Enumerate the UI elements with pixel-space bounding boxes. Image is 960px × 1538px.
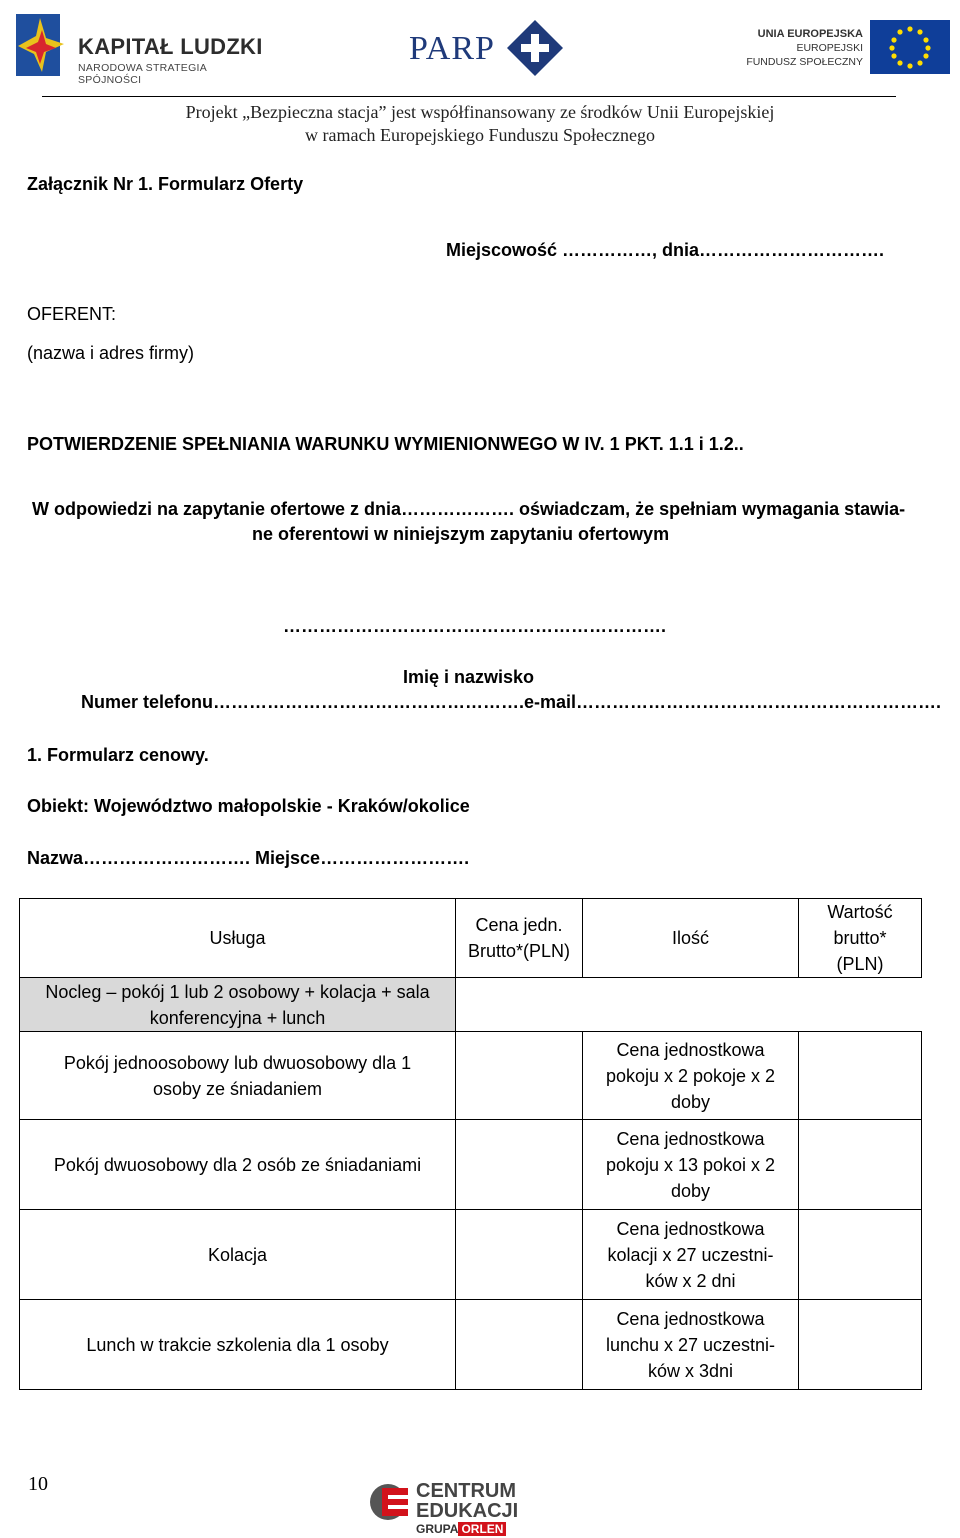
header-unit-price: Cena jedn. Brutto*(PLN) xyxy=(456,899,583,978)
table-row xyxy=(20,1120,922,1210)
group-value-cell xyxy=(799,978,922,1032)
row-quantity: Cena jednostkowa pokoju x 13 pokoi x 2 doby xyxy=(583,1120,799,1210)
header-rule xyxy=(42,96,896,97)
kapital-ludzki-star-icon xyxy=(6,6,68,84)
row-quantity: Cena jednostkowa kolacji x 27 uczestni- ków x 2 dni xyxy=(583,1210,799,1300)
table-header-row xyxy=(20,899,922,978)
header-value: Wartość brutto* (PLN) xyxy=(799,899,922,978)
attachment-title: Załącznik Nr 1. Formularz Oferty xyxy=(27,174,304,194)
signature-label: Imię i nazwisko xyxy=(403,667,535,687)
eu-flag-icon xyxy=(870,20,950,74)
row-unit-price xyxy=(456,1300,583,1390)
row-value xyxy=(799,1210,922,1300)
parp-name: PARP xyxy=(409,30,495,67)
confirmation-heading: POTWIERDZENIE SPEŁNIANIA WARUNKU WYMIENIONWEGO W IV. 1 PKT. 1.1 i 1.2.. xyxy=(27,434,744,454)
eu-line2: EUROPEJSKI xyxy=(796,42,863,54)
project-line-2: w ramach Europejskiego Funduszu Społecznego xyxy=(305,125,655,145)
row-service: Kolacja xyxy=(20,1210,456,1300)
table-group-row xyxy=(20,978,922,1032)
row-service: Pokój jednoosobowy lub dwuosobowy dla 1 osoby ze śniadaniem xyxy=(20,1032,456,1120)
row-value xyxy=(799,1300,922,1390)
page-number: 10 xyxy=(28,1473,48,1495)
eu-line1: UNIA EUROPEJSKA xyxy=(757,28,863,40)
centrum-edukacji-emblem-icon xyxy=(368,1482,412,1522)
offerer-label: OFERENT: xyxy=(27,304,117,324)
row-unit-price xyxy=(456,1210,583,1300)
contact-line: Numer telefonu…………………………………………….e-mail……………………………………………………. xyxy=(81,692,942,712)
row-service: Pokój dwuosobowy dla 2 osób ze śniadaniami xyxy=(20,1120,456,1210)
kapital-ludzki-logo xyxy=(6,6,266,86)
group-quantity-cell xyxy=(583,978,799,1032)
row-service: Lunch w trakcie szkolenia dla 1 osoby xyxy=(20,1300,456,1390)
row-value xyxy=(799,1032,922,1120)
row-value xyxy=(799,1120,922,1210)
object-line: Obiekt: Województwo małopolskie - Kraków/okolice xyxy=(27,796,470,816)
eu-logo xyxy=(745,20,955,82)
kapital-ludzki-subtitle: NARODOWA STRATEGIA SPÓJNOŚCI xyxy=(78,62,207,86)
row-unit-price xyxy=(456,1120,583,1210)
parp-logo xyxy=(405,14,575,84)
price-table xyxy=(19,898,922,1390)
signature-line: ………………………………………………………. xyxy=(283,616,667,636)
eu-line3: FUNDUSZ SPOŁECZNY xyxy=(746,56,863,68)
centrum-edukacji-line2: EDUKACJI xyxy=(416,1500,519,1522)
header-service: Usługa xyxy=(20,899,456,978)
orlen-text: ORLEN xyxy=(458,1522,506,1536)
section-title: 1. Formularz cenowy. xyxy=(27,745,209,765)
centrum-edukacji-logo xyxy=(368,1478,518,1538)
header-quantity: Ilość xyxy=(583,899,799,978)
table-row xyxy=(20,1210,922,1300)
row-quantity: Cena jednostkowa lunchu x 27 uczestni- ków x 3dni xyxy=(583,1300,799,1390)
table-row xyxy=(20,1300,922,1390)
place-date-line: Miejscowość ……………, dnia…………………………. xyxy=(446,240,885,260)
group-unit-price-cell xyxy=(456,978,583,1032)
row-unit-price xyxy=(456,1032,583,1120)
centrum-edukacji-line1: CENTRUM xyxy=(416,1480,516,1502)
grupa-orlen-label xyxy=(416,1522,506,1536)
group-label: Nocleg – pokój 1 lub 2 osobowy + kolacja + sala konferencyjna + lunch xyxy=(20,978,456,1032)
row-quantity: Cena jednostkowa pokoju x 2 pokoje x 2 doby xyxy=(583,1032,799,1120)
statement-line-2: ne oferentowi w niniejszym zapytaniu ofertowym xyxy=(252,524,670,544)
offerer-hint: (nazwa i adres firmy) xyxy=(27,343,195,363)
parp-emblem-icon xyxy=(505,18,565,78)
grupa-text: GRUPA xyxy=(416,1522,459,1536)
name-place-line: Nazwa………………………. Miejsce……………………. xyxy=(27,848,470,868)
table-row xyxy=(20,1032,922,1120)
project-line-1: Projekt „Bezpieczna stacja” jest współfinansowany ze środków Unii Europejskiej xyxy=(185,102,775,122)
kapital-ludzki-title: KAPITAŁ LUDZKI xyxy=(78,34,263,59)
statement-line-1: W odpowiedzi na zapytanie ofertowe z dnia………………. oświadczam, że spełniam wymagania stawia- xyxy=(32,499,906,519)
